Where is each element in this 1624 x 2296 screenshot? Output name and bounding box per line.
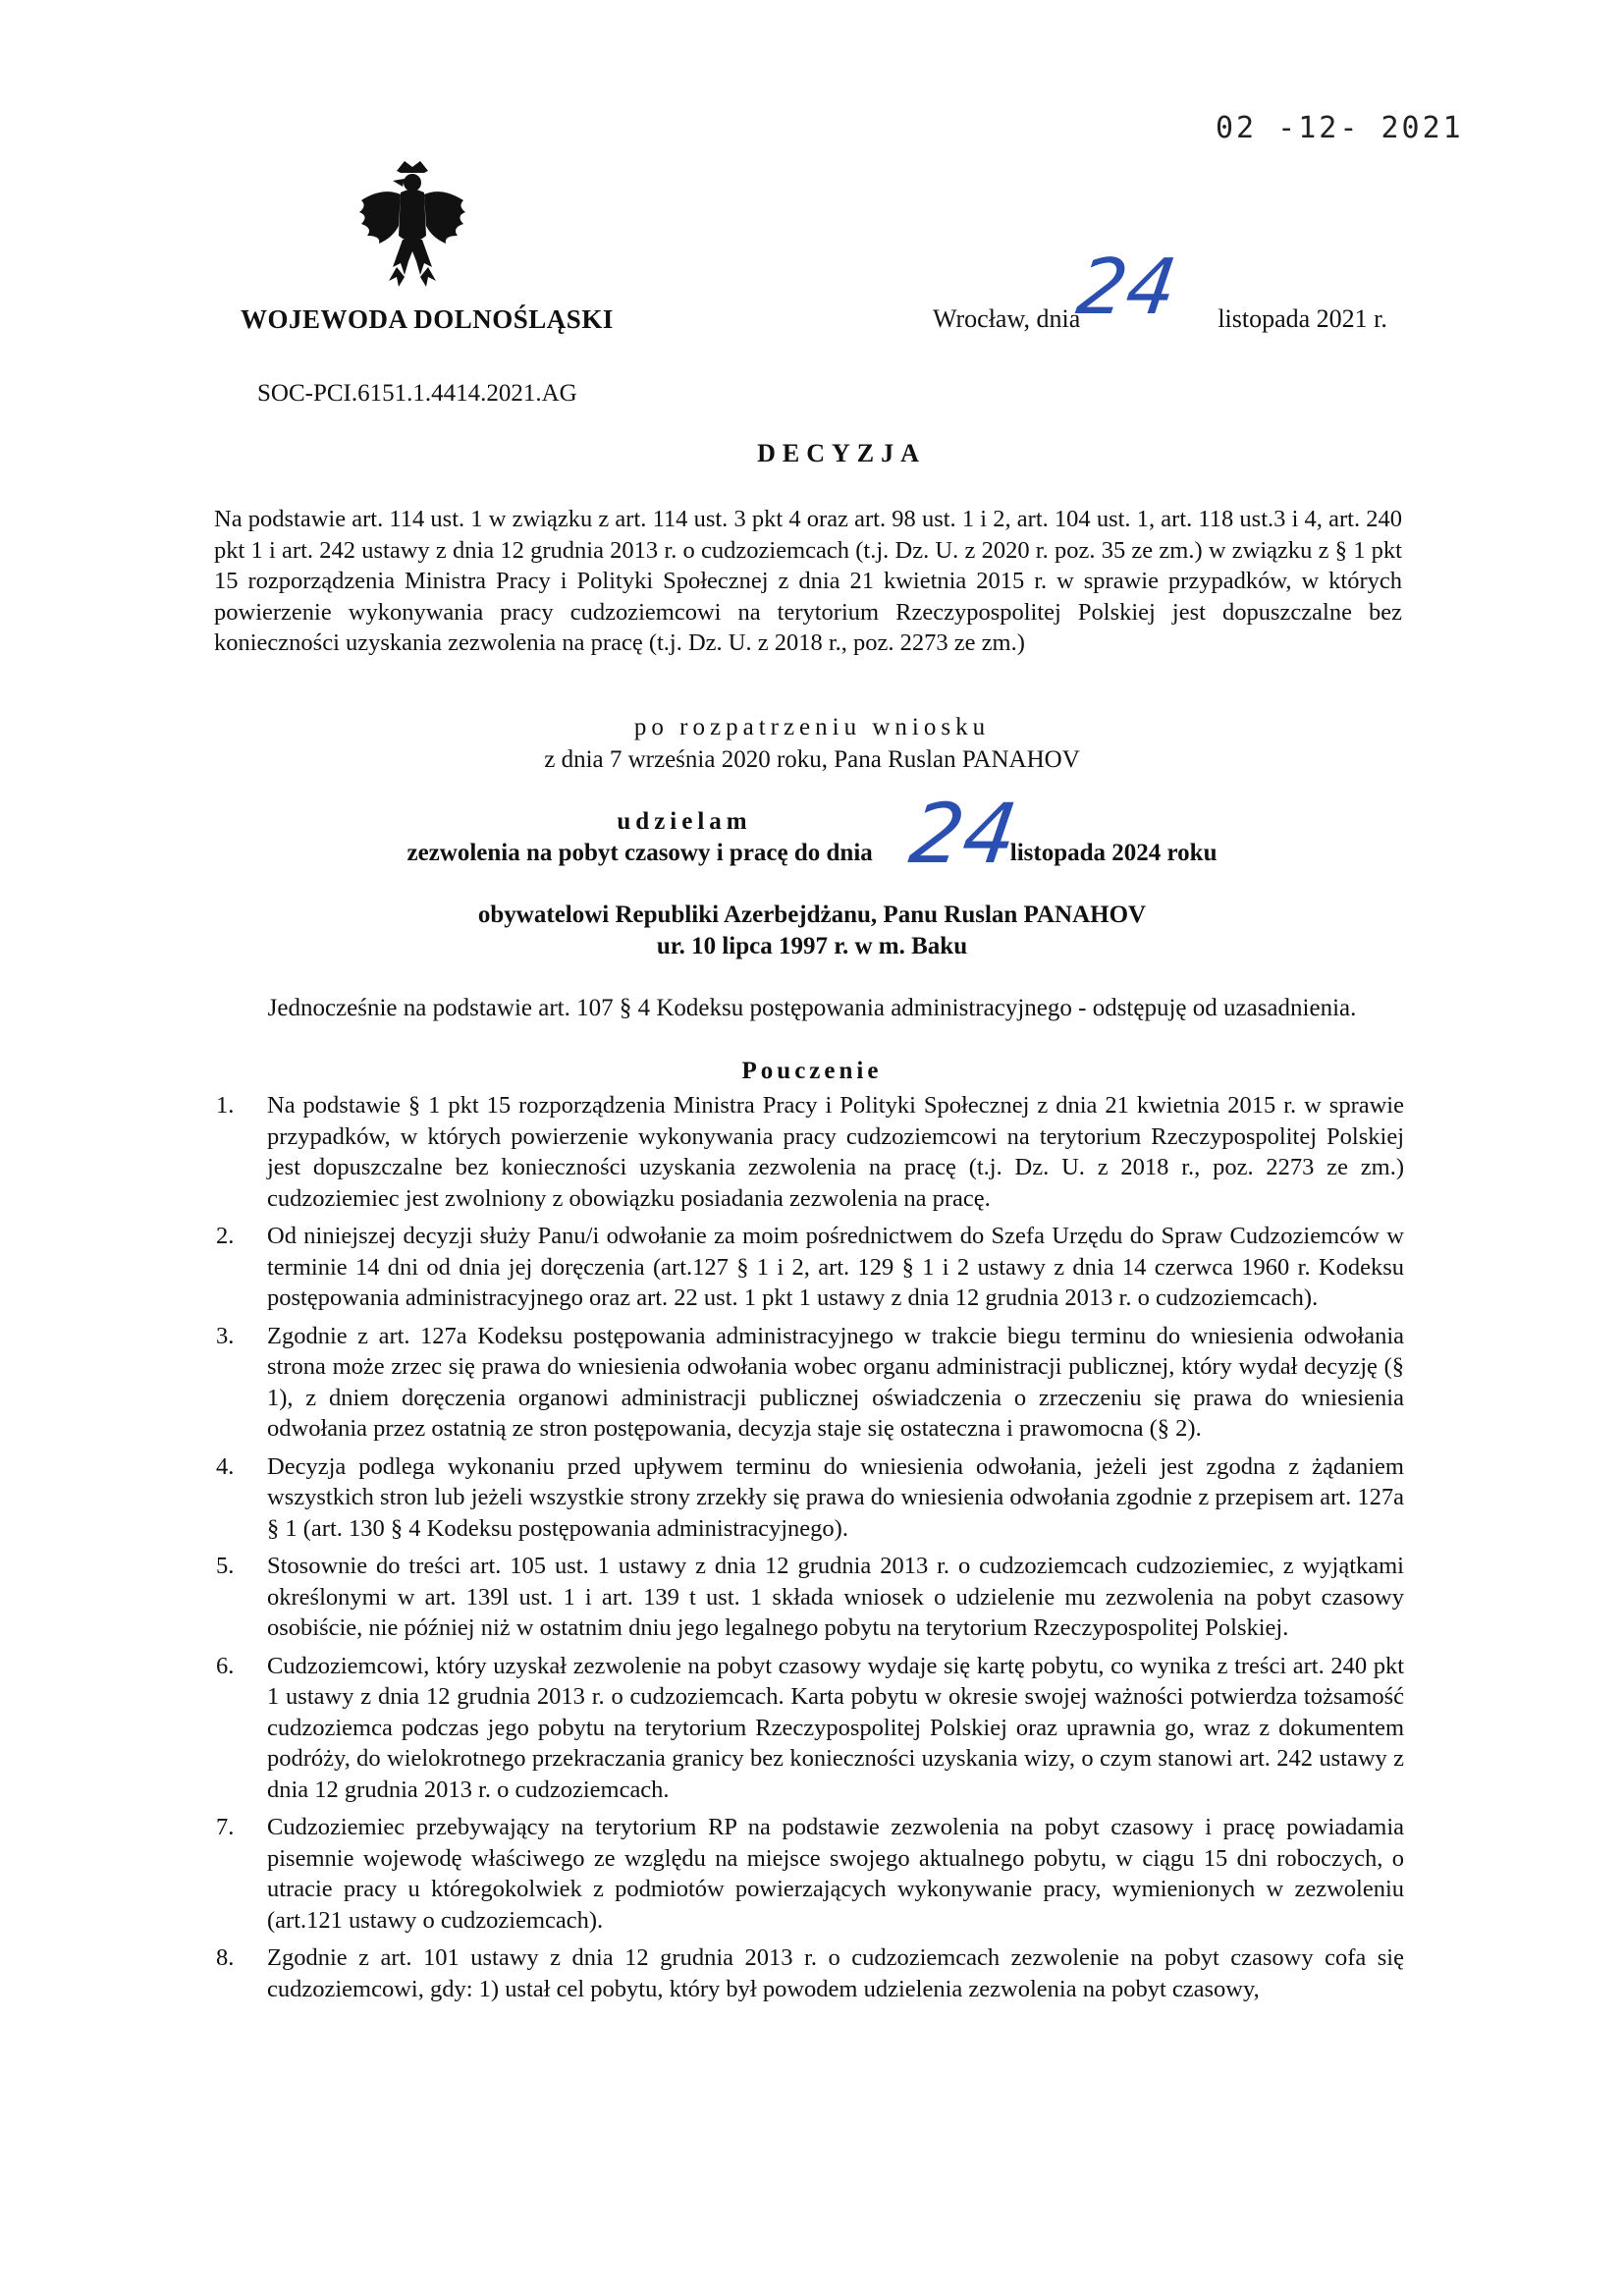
instructions-list <box>216 1090 1404 2011</box>
instruction-number: 3. <box>216 1322 235 1349</box>
instruction-text: Zgodnie z art. 101 ustawy z dnia 12 grudnia 2013 r. o cudzoziemcach zezwolenie na pobyt czasowy cofa się cudzoziemcowi, gdy: 1) ustał cel pobytu, który był powodem udzielenia zezwolenia na pobyt czasowy, <box>267 1944 1404 2002</box>
handwritten-expiry-day: 24 <box>904 786 1023 882</box>
polish-eagle-emblem-icon <box>353 157 471 295</box>
grant-line-suffix: listopada 2024 roku <box>1009 840 1218 866</box>
birth-line: ur. 10 lipca 1997 r. w m. Baku <box>656 933 968 959</box>
instruction-item <box>216 1812 1404 1936</box>
instruction-item <box>216 1551 1404 1644</box>
instruction-text: Cudzoziemiec przebywający na terytorium RP na podstawie zezwolenia na pobyt czasowy i pracę powiadamia pisemnie wojewodę właściwego ze względu na miejsce swojego aktualnego pobytu, w ciągu 15 dni roboczych, o utracie pracy u któregokolwiek z podmiotów powierzających wykonywanie pracy, wymienionych w zezwoleniu (art.121 ustawy o cudzoziemcach). <box>267 1814 1404 1934</box>
instruction-item <box>216 1451 1404 1545</box>
city-date-prefix: Wrocław, dnia <box>933 304 1081 333</box>
issuing-authority: WOJEWODA DOLNOŚLĄSKI <box>241 304 614 334</box>
grant-line <box>0 840 1624 867</box>
instruction-number: 7. <box>216 1814 235 1840</box>
instructions-heading: Pouczenie <box>741 1058 883 1084</box>
grant-heading: udzielam <box>617 808 752 835</box>
instruction-number: 6. <box>216 1652 235 1679</box>
instruction-number: 8. <box>216 1944 235 1971</box>
instruction-item <box>216 1090 1404 1214</box>
reference-number: SOC-PCI.6151.1.4414.2021.AG <box>257 380 577 407</box>
legal-basis-paragraph: Na podstawie art. 114 ust. 1 w związku z art. 114 ust. 3 pkt 4 oraz art. 98 ust. 1 i 2, art. 104 ust. 1, art. 118 ust.3 i 4, art. 240 pkt 1 i art. 242 ustawy z dnia 12 grudnia 2013 r. o cudzoziemcach (t.j. Dz. U. z 2020 r. poz. 35 ze zm.) w związku z § 1 pkt 15 rozporządzenia Ministra Pracy i Polityki Społecznej z dnia 21 kwietnia 2015 r. w sprawie przypadków, w których powierzenie wykonywania pracy cudzoziemcowi na terytorium Rzeczypospolitej Polskiej jest dopuszczalne bez konieczności uzyskania zezwolenia na pracę (t.j. Dz. U. z 2018 r., poz. 2273 ze zm.) <box>214 506 1402 656</box>
after-review-heading: po rozpatrzeniu wniosku <box>633 714 991 740</box>
document-title: DECYZJA <box>757 439 926 467</box>
instruction-number: 4. <box>216 1452 235 1480</box>
instruction-item <box>216 1321 1404 1445</box>
instruction-text: Decyzja podlega wykonaniu przed upływem terminu do wniesienia odwołania, jeżeli jest zgodna z żądaniem wszystkich stron lub jeżeli wszystkie strony zrzekły się prawa do wniesienia odwołania zgodnie z przepisem art. 127a § 1 (art. 130 § 4 Kodeksu postępowania administracyjnego). <box>267 1452 1404 1542</box>
grant-line-prefix: zezwolenia na pobyt czasowy i pracę do dnia <box>406 840 873 866</box>
city-date-suffix: listopada 2021 r. <box>1218 304 1387 333</box>
instruction-text: Na podstawie § 1 pkt 15 rozporządzenia Ministra Pracy i Polityki Społecznej z dnia 21 kwietnia 2015 r. w sprawie przypadków, w których powierzenie wykonywania pracy cudzoziemcowi na terytorium Rzeczypospolitej Polskiej jest dopuszczalne bez konieczności uzyskania zezwolenia na pracę (t.j. Dz. U. z 2018 r., poz. 2273 ze zm.) cudzoziemiec jest zwolniony z obowiązku posiadania zezwolenia na pracę. <box>267 1092 1404 1212</box>
instruction-item <box>216 1221 1404 1314</box>
instruction-text: Zgodnie z art. 127a Kodeksu postępowania administracyjnego w trakcie biegu terminu do wniesienia odwołania strona może zrzec się prawa do wniesienia odwołania wobec organu administracji publicznej, który wydał decyzję (§ 1), z dniem doręczenia organowi administracji publicznej oświadczenia o zrzeczeniu się prawa do wniesienia odwołania przez ostatnią ze stron postępowania, decyzja staje się ostateczna i prawomocna (§ 2). <box>267 1322 1404 1442</box>
application-detail: z dnia 7 września 2020 roku, Pana Ruslan PANAHOV <box>544 746 1080 773</box>
instruction-text: Stosownie do treści art. 105 ust. 1 ustawy z dnia 12 grudnia 2013 r. o cudzoziemcach cudzoziemiec, z wyjątkami określonymi w art. 139l ust. 1 i art. 139 t ust. 1 składa wniosek o udzielenie mu zezwolenia na pobyt czasowy osobiście, nie później niż w ostatnim dniu jego legalnego pobytu na terytorium Rzeczypospolitej Polskiej. <box>267 1553 1404 1641</box>
received-stamp-date: 02 -12- 2021 <box>1216 111 1464 145</box>
instruction-number: 5. <box>216 1553 235 1579</box>
instruction-text: Cudzoziemcowi, który uzyskał zezwolenie na pobyt czasowy wydaje się kartę pobytu, co wynika z treści art. 240 pkt 1 ustawy z dnia 12 grudnia 2013 r. o cudzoziemcach. Karta pobytu w okresie swojej ważności potwierdza tożsamość cudzoziemca podczas jego pobytu na terytorium Rzeczypospolitej Polskiej oraz uprawnia go, wraz z dokumentem podróży, do wielokrotnego przekraczania granicy bez konieczności uzyskania wizy, o czym stanowi art. 242 ustawy z dnia 12 grudnia 2013 r. o cudzoziemcach. <box>267 1652 1404 1803</box>
instruction-number: 2. <box>216 1223 235 1249</box>
handwritten-issue-day: 24 <box>1071 244 1182 332</box>
instruction-item <box>216 1651 1404 1806</box>
citizen-line: obywatelowi Republiki Azerbejdżanu, Panu Ruslan PANAHOV <box>477 902 1147 928</box>
instruction-text: Od niniejszej decyzji służy Panu/i odwołanie za moim pośrednictwem do Szefa Urzędu do Spraw Cudzoziemców w terminie 14 dni od dnia jej doręczenia (art.127 § 1 i 2, art. 129 § 1 i 2 ustawy z dnia 14 czerwca 1960 r. Kodeksu postępowania administracyjnego oraz art. 22 ust. 1 pkt 1 ustawy z dnia 12 grudnia 2013 r. o cudzoziemcach). <box>267 1223 1404 1311</box>
instruction-number: 1. <box>216 1092 235 1119</box>
instruction-item <box>216 1942 1404 2004</box>
waiver-statement: Jednocześnie na podstawie art. 107 § 4 Kodeksu postępowania administracyjnego - odstępuję od uzasadnienia. <box>267 995 1357 1021</box>
